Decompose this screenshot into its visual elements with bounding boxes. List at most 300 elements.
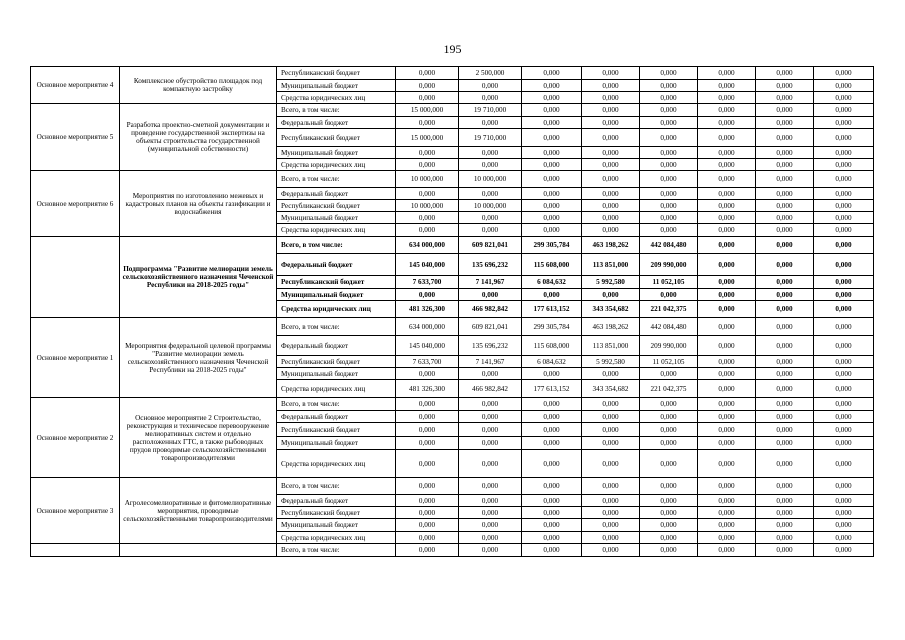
funding-source-cell: Всего, в том числе:	[277, 478, 396, 495]
amount-cell: 0,000	[522, 67, 582, 80]
amount-cell: 0,000	[756, 532, 814, 544]
amount-cell: 0,000	[582, 80, 640, 92]
amount-cell: 0,000	[582, 495, 640, 507]
amount-cell: 0,000	[698, 411, 756, 423]
funding-source-cell: Муниципальный бюджет	[277, 519, 396, 532]
amount-cell: 0,000	[698, 532, 756, 544]
amount-cell: 0,000	[582, 437, 640, 450]
amount-cell: 0,000	[582, 519, 640, 532]
funding-source-cell: Средства юридических лиц	[277, 450, 396, 478]
amount-cell: 0,000	[640, 437, 698, 450]
amount-cell: 0,000	[814, 276, 874, 289]
amount-cell: 0,000	[698, 301, 756, 318]
funding-source-cell: Муниципальный бюджет	[277, 368, 396, 380]
amount-cell: 0,000	[814, 254, 874, 276]
table-row	[31, 104, 874, 117]
amount-cell: 0,000	[582, 67, 640, 80]
amount-cell: 2 500,000	[459, 67, 522, 80]
amount-cell: 0,000	[522, 80, 582, 92]
amount-cell: 0,000	[698, 495, 756, 507]
amount-cell: 0,000	[814, 92, 874, 104]
amount-cell: 0,000	[459, 532, 522, 544]
amount-cell: 0,000	[814, 80, 874, 92]
amount-cell: 0,000	[756, 171, 814, 188]
amount-cell: 0,000	[459, 411, 522, 423]
amount-cell: 0,000	[814, 129, 874, 147]
amount-cell: 0,000	[396, 159, 459, 171]
amount-cell: 0,000	[814, 224, 874, 237]
amount-cell: 0,000	[522, 159, 582, 171]
amount-cell: 0,000	[582, 171, 640, 188]
amount-cell: 0,000	[698, 159, 756, 171]
amount-cell: 0,000	[582, 129, 640, 147]
amount-cell: 0,000	[582, 423, 640, 437]
amount-cell: 0,000	[756, 478, 814, 495]
funding-source-cell: Всего, в том числе:	[277, 398, 396, 411]
amount-cell: 135 696,232	[459, 336, 522, 356]
amount-cell: 0,000	[640, 147, 698, 159]
funding-source-cell: Всего, в том числе:	[277, 318, 396, 336]
amount-cell: 0,000	[814, 289, 874, 301]
amount-cell: 0,000	[396, 368, 459, 380]
amount-cell: 0,000	[396, 212, 459, 224]
amount-cell: 609 821,041	[459, 237, 522, 254]
amount-cell: 0,000	[582, 92, 640, 104]
amount-cell: 15 000,000	[396, 104, 459, 117]
amount-cell: 113 851,000	[582, 254, 640, 276]
amount-cell: 0,000	[756, 159, 814, 171]
amount-cell: 0,000	[582, 224, 640, 237]
amount-cell: 0,000	[640, 519, 698, 532]
amount-cell: 0,000	[756, 289, 814, 301]
activity-code-cell: Основное мероприятие 3	[31, 478, 120, 544]
amount-cell: 221 042,375	[640, 380, 698, 398]
amount-cell: 115 608,000	[522, 254, 582, 276]
amount-cell: 0,000	[582, 450, 640, 478]
amount-cell: 0,000	[459, 423, 522, 437]
funding-source-cell: Средства юридических лиц	[277, 301, 396, 318]
amount-cell: 7 633,700	[396, 276, 459, 289]
amount-cell: 0,000	[459, 519, 522, 532]
amount-cell: 5 992,580	[582, 276, 640, 289]
amount-cell: 0,000	[396, 544, 459, 557]
amount-cell: 0,000	[459, 212, 522, 224]
amount-cell: 0,000	[814, 147, 874, 159]
amount-cell: 0,000	[698, 129, 756, 147]
funding-source-cell: Республиканский бюджет	[277, 276, 396, 289]
amount-cell: 0,000	[756, 188, 814, 200]
funding-source-cell: Муниципальный бюджет	[277, 437, 396, 450]
amount-cell: 0,000	[698, 437, 756, 450]
table-row	[31, 398, 874, 411]
amount-cell: 0,000	[698, 289, 756, 301]
amount-cell: 0,000	[396, 398, 459, 411]
amount-cell: 0,000	[698, 478, 756, 495]
amount-cell: 0,000	[396, 289, 459, 301]
amount-cell: 0,000	[698, 104, 756, 117]
amount-cell: 0,000	[756, 507, 814, 519]
amount-cell: 0,000	[522, 437, 582, 450]
amount-cell: 0,000	[459, 495, 522, 507]
amount-cell: 0,000	[756, 380, 814, 398]
amount-cell: 442 084,480	[640, 318, 698, 336]
amount-cell: 0,000	[522, 519, 582, 532]
amount-cell: 7 141,967	[459, 356, 522, 368]
activity-name-cell: Подпрограмма "Развитие мелиорации земель сельскохозяйственного назначения Чеченской Республики на 2018-2025 годы"	[120, 237, 277, 318]
amount-cell: 442 084,480	[640, 237, 698, 254]
amount-cell: 145 040,000	[396, 254, 459, 276]
amount-cell: 10 000,000	[396, 200, 459, 212]
amount-cell: 0,000	[814, 437, 874, 450]
amount-cell: 135 696,232	[459, 254, 522, 276]
funding-source-cell: Средства юридических лиц	[277, 532, 396, 544]
amount-cell: 0,000	[640, 507, 698, 519]
amount-cell: 0,000	[814, 200, 874, 212]
amount-cell: 0,000	[396, 92, 459, 104]
activity-name-cell: Комплексное обустройство площадок под компактную застройку	[120, 67, 277, 104]
amount-cell: 0,000	[522, 478, 582, 495]
amount-cell: 0,000	[640, 67, 698, 80]
amount-cell: 0,000	[640, 129, 698, 147]
amount-cell: 0,000	[640, 450, 698, 478]
table-row	[31, 171, 874, 188]
amount-cell: 0,000	[640, 532, 698, 544]
activity-name-cell: Мероприятия по изготовлению межевых и кадастровых планов на объекты газификации и водоснабжения	[120, 171, 277, 237]
amount-cell: 0,000	[640, 117, 698, 129]
amount-cell: 466 982,842	[459, 301, 522, 318]
amount-cell: 0,000	[396, 224, 459, 237]
activity-name-cell: Агролесомелиоративные и фитомелиоративные мероприятия, проводимые сельскохозяйственными товаропроизводителями	[120, 478, 277, 544]
amount-cell: 0,000	[522, 224, 582, 237]
amount-cell: 0,000	[756, 301, 814, 318]
amount-cell: 0,000	[582, 478, 640, 495]
amount-cell: 0,000	[814, 380, 874, 398]
amount-cell: 0,000	[698, 254, 756, 276]
amount-cell: 0,000	[756, 450, 814, 478]
activity-code-cell: Основное мероприятие 5	[31, 104, 120, 171]
funding-source-cell: Федеральный бюджет	[277, 254, 396, 276]
budget-table	[30, 66, 874, 557]
amount-cell: 0,000	[698, 80, 756, 92]
funding-source-cell: Республиканский бюджет	[277, 129, 396, 147]
amount-cell: 0,000	[582, 507, 640, 519]
amount-cell: 209 990,000	[640, 254, 698, 276]
amount-cell: 10 000,000	[396, 171, 459, 188]
amount-cell: 0,000	[582, 104, 640, 117]
funding-source-cell: Федеральный бюджет	[277, 336, 396, 356]
amount-cell: 0,000	[582, 212, 640, 224]
amount-cell: 0,000	[756, 519, 814, 532]
amount-cell: 0,000	[396, 411, 459, 423]
amount-cell: 0,000	[459, 289, 522, 301]
table-row	[31, 544, 874, 557]
amount-cell: 0,000	[756, 398, 814, 411]
amount-cell: 0,000	[756, 80, 814, 92]
amount-cell: 0,000	[756, 368, 814, 380]
funding-source-cell: Республиканский бюджет	[277, 423, 396, 437]
funding-source-cell: Федеральный бюджет	[277, 188, 396, 200]
amount-cell: 0,000	[756, 212, 814, 224]
funding-source-cell: Всего, в том числе:	[277, 171, 396, 188]
table-row	[31, 318, 874, 336]
activity-code-cell: Основное мероприятие 1	[31, 318, 120, 398]
amount-cell: 0,000	[640, 544, 698, 557]
amount-cell: 0,000	[756, 147, 814, 159]
amount-cell: 0,000	[698, 276, 756, 289]
amount-cell: 0,000	[698, 92, 756, 104]
amount-cell: 0,000	[756, 92, 814, 104]
amount-cell: 0,000	[582, 411, 640, 423]
amount-cell: 0,000	[756, 67, 814, 80]
amount-cell: 0,000	[698, 200, 756, 212]
funding-source-cell: Средства юридических лиц	[277, 159, 396, 171]
amount-cell: 0,000	[522, 450, 582, 478]
amount-cell: 0,000	[698, 224, 756, 237]
amount-cell: 0,000	[698, 318, 756, 336]
amount-cell: 0,000	[459, 398, 522, 411]
amount-cell: 0,000	[756, 117, 814, 129]
amount-cell: 0,000	[396, 519, 459, 532]
amount-cell: 0,000	[814, 398, 874, 411]
amount-cell: 15 000,000	[396, 129, 459, 147]
amount-cell: 0,000	[814, 368, 874, 380]
amount-cell: 0,000	[396, 532, 459, 544]
amount-cell: 609 821,041	[459, 318, 522, 336]
funding-source-cell: Республиканский бюджет	[277, 67, 396, 80]
amount-cell: 0,000	[396, 450, 459, 478]
amount-cell: 0,000	[396, 67, 459, 80]
amount-cell: 0,000	[698, 147, 756, 159]
activity-code-cell	[31, 544, 120, 557]
funding-source-cell: Федеральный бюджет	[277, 495, 396, 507]
amount-cell: 0,000	[396, 147, 459, 159]
amount-cell: 0,000	[640, 104, 698, 117]
amount-cell: 0,000	[814, 450, 874, 478]
amount-cell: 0,000	[698, 212, 756, 224]
amount-cell: 0,000	[396, 188, 459, 200]
amount-cell: 0,000	[640, 398, 698, 411]
amount-cell: 0,000	[459, 159, 522, 171]
amount-cell: 0,000	[640, 171, 698, 188]
activity-code-cell: Основное мероприятие 6	[31, 171, 120, 237]
funding-source-cell: Всего, в том числе:	[277, 544, 396, 557]
funding-source-cell: Средства юридических лиц	[277, 92, 396, 104]
amount-cell: 0,000	[582, 117, 640, 129]
amount-cell: 11 052,105	[640, 356, 698, 368]
amount-cell: 0,000	[698, 380, 756, 398]
amount-cell: 0,000	[640, 495, 698, 507]
amount-cell: 0,000	[459, 450, 522, 478]
amount-cell: 0,000	[698, 67, 756, 80]
amount-cell: 0,000	[814, 212, 874, 224]
amount-cell: 0,000	[698, 398, 756, 411]
amount-cell: 0,000	[522, 544, 582, 557]
amount-cell: 0,000	[814, 117, 874, 129]
amount-cell: 0,000	[522, 129, 582, 147]
funding-source-cell: Муниципальный бюджет	[277, 212, 396, 224]
amount-cell: 0,000	[459, 92, 522, 104]
amount-cell: 113 851,000	[582, 336, 640, 356]
amount-cell: 0,000	[698, 336, 756, 356]
amount-cell: 0,000	[698, 117, 756, 129]
amount-cell: 0,000	[814, 423, 874, 437]
table-row	[31, 67, 874, 80]
amount-cell: 0,000	[459, 478, 522, 495]
amount-cell: 0,000	[698, 544, 756, 557]
amount-cell: 0,000	[522, 212, 582, 224]
amount-cell: 0,000	[582, 200, 640, 212]
amount-cell: 0,000	[522, 368, 582, 380]
amount-cell: 0,000	[522, 171, 582, 188]
amount-cell: 0,000	[814, 519, 874, 532]
activity-code-cell: Основное мероприятие 2	[31, 398, 120, 478]
amount-cell: 0,000	[814, 495, 874, 507]
amount-cell: 0,000	[814, 336, 874, 356]
funding-source-cell: Муниципальный бюджет	[277, 80, 396, 92]
amount-cell: 299 305,784	[522, 237, 582, 254]
funding-source-cell: Республиканский бюджет	[277, 507, 396, 519]
amount-cell: 7 141,967	[459, 276, 522, 289]
amount-cell: 0,000	[396, 478, 459, 495]
amount-cell: 481 326,300	[396, 301, 459, 318]
amount-cell: 5 992,580	[582, 356, 640, 368]
amount-cell: 0,000	[698, 356, 756, 368]
amount-cell: 0,000	[582, 398, 640, 411]
amount-cell: 0,000	[814, 171, 874, 188]
amount-cell: 0,000	[396, 495, 459, 507]
amount-cell: 463 198,262	[582, 237, 640, 254]
amount-cell: 0,000	[522, 188, 582, 200]
amount-cell: 463 198,262	[582, 318, 640, 336]
amount-cell: 221 042,375	[640, 301, 698, 318]
amount-cell: 0,000	[814, 544, 874, 557]
amount-cell: 0,000	[756, 336, 814, 356]
amount-cell: 19 710,000	[459, 104, 522, 117]
amount-cell: 177 613,152	[522, 380, 582, 398]
table-row	[31, 478, 874, 495]
amount-cell: 0,000	[698, 450, 756, 478]
amount-cell: 466 982,842	[459, 380, 522, 398]
amount-cell: 0,000	[756, 356, 814, 368]
amount-cell: 115 608,000	[522, 336, 582, 356]
amount-cell: 0,000	[698, 188, 756, 200]
amount-cell: 0,000	[522, 147, 582, 159]
amount-cell: 0,000	[522, 495, 582, 507]
amount-cell: 0,000	[756, 254, 814, 276]
amount-cell: 0,000	[640, 159, 698, 171]
amount-cell: 0,000	[640, 423, 698, 437]
amount-cell: 0,000	[756, 423, 814, 437]
amount-cell: 0,000	[698, 519, 756, 532]
amount-cell: 7 633,700	[396, 356, 459, 368]
amount-cell: 0,000	[459, 188, 522, 200]
amount-cell: 343 354,682	[582, 301, 640, 318]
table-row	[31, 237, 874, 254]
amount-cell: 145 040,000	[396, 336, 459, 356]
amount-cell: 0,000	[459, 80, 522, 92]
amount-cell: 0,000	[640, 411, 698, 423]
amount-cell: 0,000	[814, 411, 874, 423]
activity-code-cell: Основное мероприятие 4	[31, 67, 120, 104]
amount-cell: 299 305,784	[522, 318, 582, 336]
amount-cell: 481 326,300	[396, 380, 459, 398]
amount-cell: 0,000	[698, 368, 756, 380]
amount-cell: 0,000	[814, 356, 874, 368]
amount-cell: 0,000	[814, 67, 874, 80]
funding-source-cell: Всего, в том числе:	[277, 104, 396, 117]
amount-cell: 0,000	[522, 423, 582, 437]
amount-cell: 0,000	[522, 507, 582, 519]
amount-cell: 0,000	[756, 437, 814, 450]
amount-cell: 0,000	[640, 92, 698, 104]
amount-cell: 0,000	[756, 544, 814, 557]
amount-cell: 0,000	[698, 507, 756, 519]
amount-cell: 0,000	[756, 276, 814, 289]
amount-cell: 0,000	[756, 495, 814, 507]
funding-source-cell: Республиканский бюджет	[277, 200, 396, 212]
amount-cell: 0,000	[459, 368, 522, 380]
amount-cell: 0,000	[459, 147, 522, 159]
amount-cell: 10 000,000	[459, 171, 522, 188]
activity-name-cell: Мероприятия федеральной целевой программы "Развитие мелиорации земель сельскохозяйственного назначения Чеченской Республики на 2018-2025 годы"	[120, 318, 277, 398]
amount-cell: 0,000	[396, 507, 459, 519]
funding-source-cell: Муниципальный бюджет	[277, 289, 396, 301]
amount-cell: 343 354,682	[582, 380, 640, 398]
amount-cell: 10 000,000	[459, 200, 522, 212]
amount-cell: 0,000	[396, 80, 459, 92]
amount-cell: 0,000	[814, 507, 874, 519]
amount-cell: 0,000	[640, 212, 698, 224]
amount-cell: 0,000	[582, 368, 640, 380]
amount-cell: 0,000	[582, 147, 640, 159]
funding-source-cell: Средства юридических лиц	[277, 380, 396, 398]
amount-cell: 0,000	[582, 532, 640, 544]
amount-cell: 0,000	[756, 237, 814, 254]
amount-cell: 634 000,000	[396, 318, 459, 336]
amount-cell: 0,000	[640, 200, 698, 212]
amount-cell: 0,000	[396, 117, 459, 129]
amount-cell: 11 052,105	[640, 276, 698, 289]
amount-cell: 0,000	[522, 411, 582, 423]
amount-cell: 0,000	[814, 301, 874, 318]
amount-cell: 0,000	[756, 318, 814, 336]
amount-cell: 0,000	[814, 532, 874, 544]
funding-source-cell: Федеральный бюджет	[277, 411, 396, 423]
amount-cell: 0,000	[640, 368, 698, 380]
amount-cell: 0,000	[814, 478, 874, 495]
amount-cell: 0,000	[522, 398, 582, 411]
amount-cell: 0,000	[756, 411, 814, 423]
activity-name-cell: Основное мероприятие 2 Строительство, реконструкция и техническое перевооружение мелиоративных систем и отдельно расположенных ГТС, в также рыбоводных прудов проводимые сельскохозяйственными товаропроизводителями	[120, 398, 277, 478]
amount-cell: 0,000	[814, 318, 874, 336]
amount-cell: 0,000	[522, 200, 582, 212]
amount-cell: 0,000	[459, 544, 522, 557]
amount-cell: 0,000	[396, 437, 459, 450]
amount-cell: 0,000	[640, 80, 698, 92]
amount-cell: 0,000	[522, 92, 582, 104]
amount-cell: 177 613,152	[522, 301, 582, 318]
page-number: 195	[443, 42, 462, 56]
amount-cell: 0,000	[582, 188, 640, 200]
amount-cell: 0,000	[640, 478, 698, 495]
amount-cell: 0,000	[522, 532, 582, 544]
amount-cell: 0,000	[396, 423, 459, 437]
funding-source-cell: Муниципальный бюджет	[277, 147, 396, 159]
amount-cell: 0,000	[698, 237, 756, 254]
amount-cell: 209 990,000	[640, 336, 698, 356]
activity-name-cell: Разработка проектно-сметной документации и проведение государственной экспертизы на объекты строительства государственной (муниципальной собственности)	[120, 104, 277, 171]
amount-cell: 0,000	[814, 188, 874, 200]
